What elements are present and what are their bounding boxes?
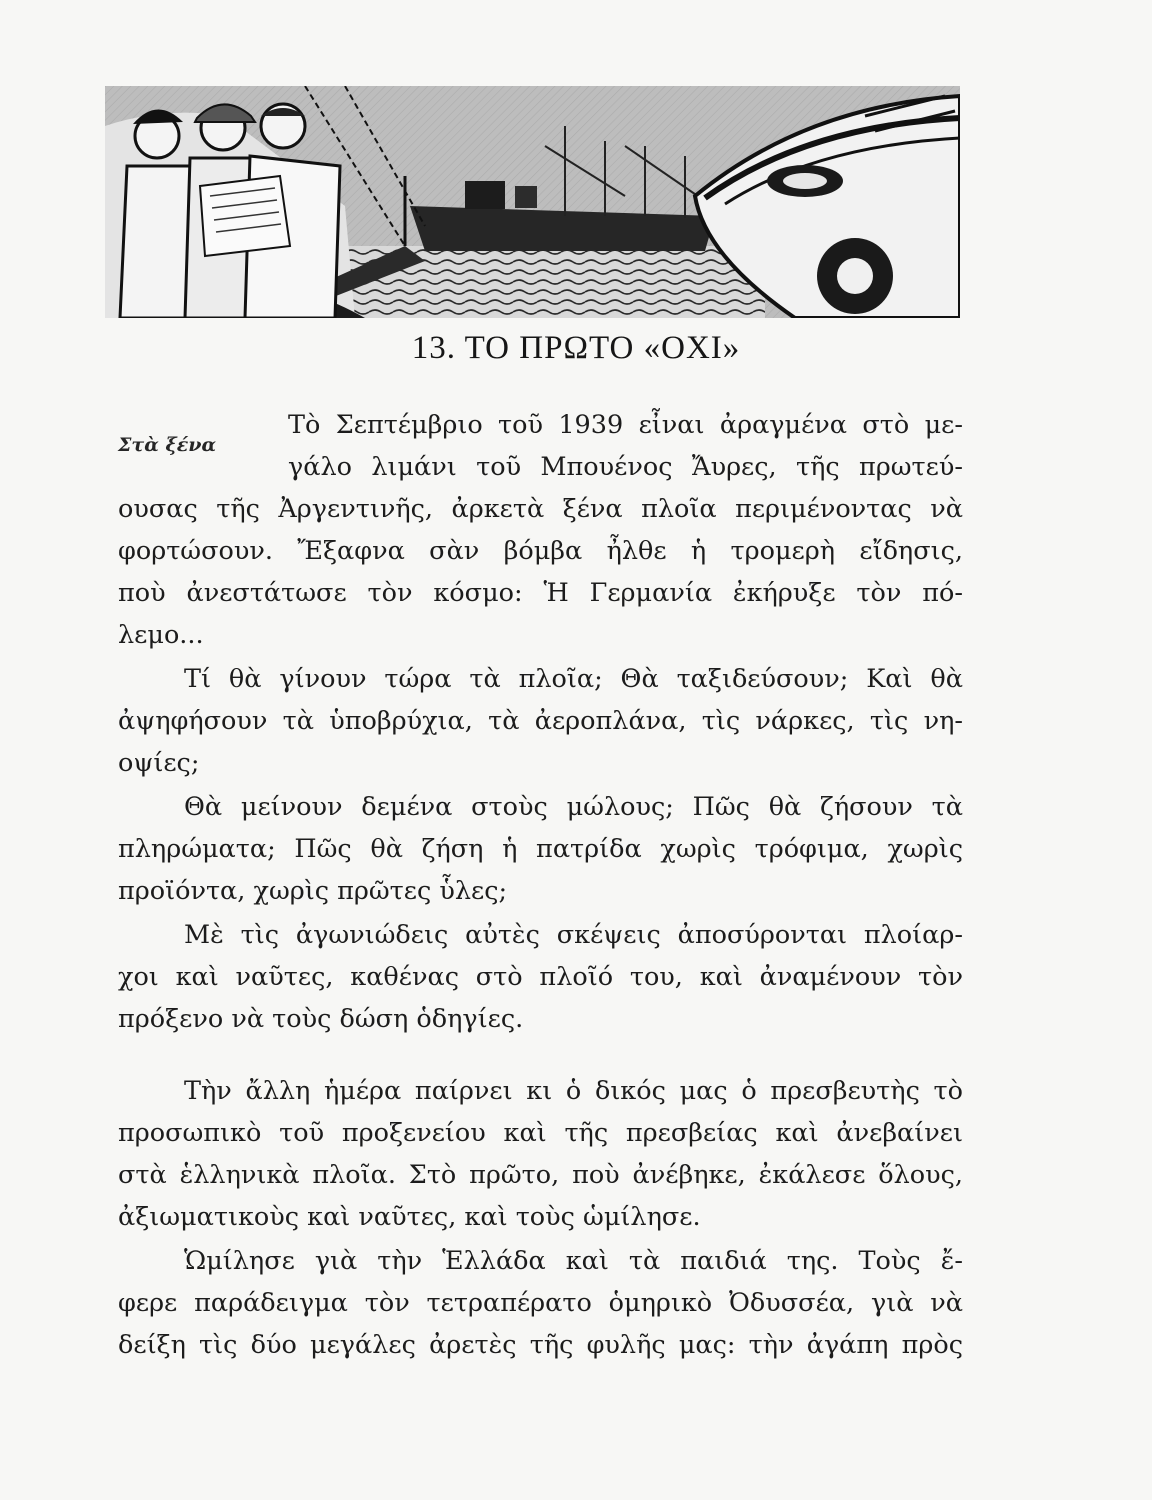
text-line: ουσας τῆς Ἀργεντινῆς, ἀρκετὰ ξένα πλοῖα περιμένοντας νὰ (118, 494, 963, 524)
text-line: φερε παράδειγμα τὸν τετραπέρατο ὁμηρικὸ Ὀδυσσέα, γιὰ νὰ (118, 1288, 963, 1318)
text-line: Τί θὰ γίνουν τώρα τὰ πλοῖα; Θὰ ταξιδεύσουν; Καὶ θὰ (184, 664, 963, 694)
text-line: Μὲ τὶς ἀγωνιώδεις αὐτὲς σκέψεις ἀποσύρονται πλοίαρ- (184, 920, 963, 950)
margin-note: Στὰ ξένα (118, 434, 217, 456)
text-line: στὰ ἑλληνικὰ πλοῖα. Στὸ πρῶτο, ποὺ ἀνέβηκε, ἐκάλεσε ὅλους, (118, 1160, 963, 1190)
text-line: χοι καὶ ναῦτες, καθένας στὸ πλοῖό του, καὶ ἀναμένουν τὸν (118, 962, 963, 992)
text-line: γάλο λιμάνι τοῦ Μπουένος Ἄυρες, τῆς πρωτεύ- (288, 452, 963, 482)
text-line: φορτώσουν. Ἔξαφνα σὰν βόμβα ἦλθε ἡ τρομερὴ εἴδησις, (118, 536, 963, 566)
chapter-title: 13. ΤΟ ΠΡΩΤΟ «ΟΧΙ» (411, 330, 741, 366)
text-line: προσωπικὸ τοῦ προξενείου καὶ τῆς πρεσβείας καὶ ἀνεβαίνει (118, 1118, 963, 1148)
text-line: δείξη τὶς δύο μεγάλες ἀρετὲς τῆς φυλῆς μας: τὴν ἀγάπη πρὸς (118, 1330, 963, 1360)
text-line: ἀξιωματικοὺς καὶ ναῦτες, καὶ τοὺς ὡμίλησε. (118, 1202, 701, 1232)
text-line: πρόξενο νὰ τοὺς δώση ὁδηγίες. (118, 1004, 524, 1034)
text-line: Ὡμίλησε γιὰ τὴν Ἑλλάδα καὶ τὰ παιδιά της. Τοὺς ἔ- (184, 1246, 963, 1276)
text-line: Θὰ μείνουν δεμένα στοὺς μώλους; Πῶς θὰ ζήσουν τὰ (184, 792, 963, 822)
text-line: Τὴν ἄλλη ἡμέρα παίρνει κι ὁ δικός μας ὁ πρεσβευτὴς τὸ (184, 1076, 963, 1106)
text-line: πληρώματα; Πῶς θὰ ζήση ἡ πατρίδα χωρὶς τρόφιμα, χωρὶς (118, 834, 963, 864)
text-line: Τὸ Σεπτέμβριο τοῦ 1939 εἶναι ἀραγμένα στὸ με- (288, 410, 963, 440)
harbor-ships-sailors-illustration (105, 86, 960, 318)
text-line: λεμο... (118, 620, 204, 650)
text-line: οψίες; (118, 748, 200, 778)
text-line: προϊόντα, χωρὶς πρῶτες ὗλες; (118, 876, 508, 906)
text-line: ποὺ ἀνεστάτωσε τὸν κόσμο: Ἡ Γερμανία ἐκήρυξε τὸν πό- (118, 578, 963, 608)
harbor-illustration-icon (105, 86, 960, 318)
text-line: ἀψηφήσουν τὰ ὑποβρύχια, τὰ ἀεροπλάνα, τὶς νάρκες, τὶς νη- (118, 706, 963, 736)
